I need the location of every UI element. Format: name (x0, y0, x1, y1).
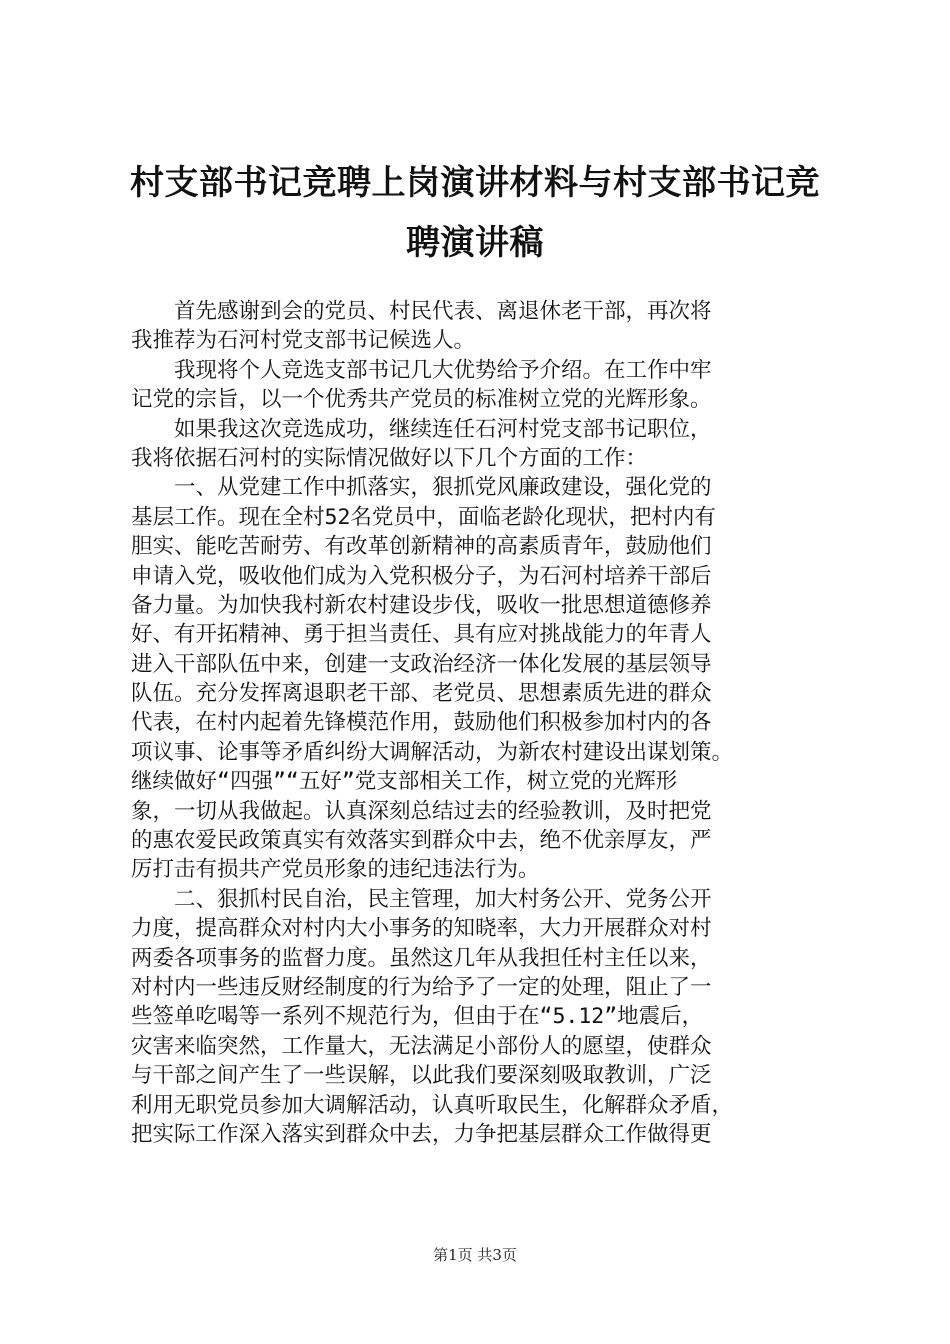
body-text-line: 把实际工作深入落实到群众中去，力争把基层群众工作做得更 (131, 1121, 712, 1147)
body-text-line: 备力量。为加快我村新农村建设步伐，吸收一批思想道德修养 (131, 592, 712, 618)
document-title-line-1: 村支部书记竞聘上岗演讲材料与村支部书记竞 (130, 163, 820, 203)
body-text-line: 继续做好“四强”“五好”党支部相关工作，树立党的光辉形 (131, 769, 678, 795)
body-text-line: 象，一切从我做起。认真深刻总结过去的经验教训，及时把党 (131, 798, 712, 824)
body-text-line: 灾害来临突然，工作量大，无法满足小部份人的愿望，使群众 (131, 1033, 712, 1059)
body-text-line: 基层工作。现在全村52名党员中，面临老龄化现状，把村内有 (131, 504, 716, 530)
body-text-line: 如果我这次竞选成功，继续连任石河村党支部书记职位， (131, 416, 712, 442)
body-text-line: 厉打击有损共产党员形象的违纪违法行为。 (131, 857, 540, 883)
body-text-line: 项议事、论事等矛盾纠纷大调解活动，为新农村建设出谋划策。 (131, 739, 734, 765)
body-text-line: 我现将个人竞选支部书记几大优势给予介绍。在工作中牢 (131, 357, 712, 383)
page-footer: 第1页 共3页 (433, 1246, 517, 1264)
body-text-line: 与干部之间产生了一些误解，以此我们要深刻吸取教训，广泛 (131, 1063, 712, 1089)
body-text-line: 申请入党，吸收他们成为入党积极分子，为石河村培养干部后 (131, 563, 712, 589)
body-text-line: 我推荐为石河村党支部书记候选人。 (131, 328, 476, 354)
body-text-line: 对村内一些违反财经制度的行为给予了一定的处理，阻止了一 (131, 974, 712, 1000)
body-text-line: 好、有开拓精神、勇于担当责任、具有应对挑战能力的年青人 (131, 622, 712, 648)
body-text-line: 的惠农爱民政策真实有效落实到群众中去，绝不优亲厚友，严 (131, 828, 712, 854)
body-text-line: 些签单吃喝等一系列不规范行为，但由于在“5.12”地震后， (131, 1004, 704, 1030)
body-text-line: 首先感谢到会的党员、村民代表、离退休老干部，再次将 (131, 299, 712, 324)
body-text-line: 二、狠抓村民自治，民主管理，加大村务公开、党务公开 (131, 886, 712, 912)
body-text-line: 利用无职党员参加大调解活动，认真听取民生，化解群众矛盾， (131, 1092, 734, 1118)
body-text-line: 胆实、能吃苦耐劳、有改革创新精神的高素质青年，鼓励他们 (131, 534, 712, 560)
body-text-line: 我将依据石河村的实际情况做好以下几个方面的工作： (131, 445, 648, 471)
body-text-line: 队伍。充分发挥离退职老干部、老党员、思想素质先进的群众 (131, 681, 712, 707)
body-text-line: 一、从党建工作中抓落实，狠抓党风廉政建设，强化党的 (131, 475, 712, 501)
body-text-line: 代表，在村内起着先锋模范作用，鼓励他们积极参加村内的各 (131, 710, 712, 736)
body-text-line: 力度，提高群众对村内大小事务的知晓率，大力开展群众对村 (131, 916, 712, 942)
body-text-line: 记党的宗旨，以一个优秀共产党员的标准树立党的光辉形象。 (131, 387, 712, 413)
body-text-line: 进入干部队伍中来，创建一支政治经济一体化发展的基层领导 (131, 651, 712, 677)
body-text-line: 两委各项事务的监督力度。虽然这几年从我担任村主任以来， (131, 945, 712, 971)
document-title-line-2: 聘演讲稿 (406, 223, 544, 263)
document-body (131, 297, 831, 1149)
